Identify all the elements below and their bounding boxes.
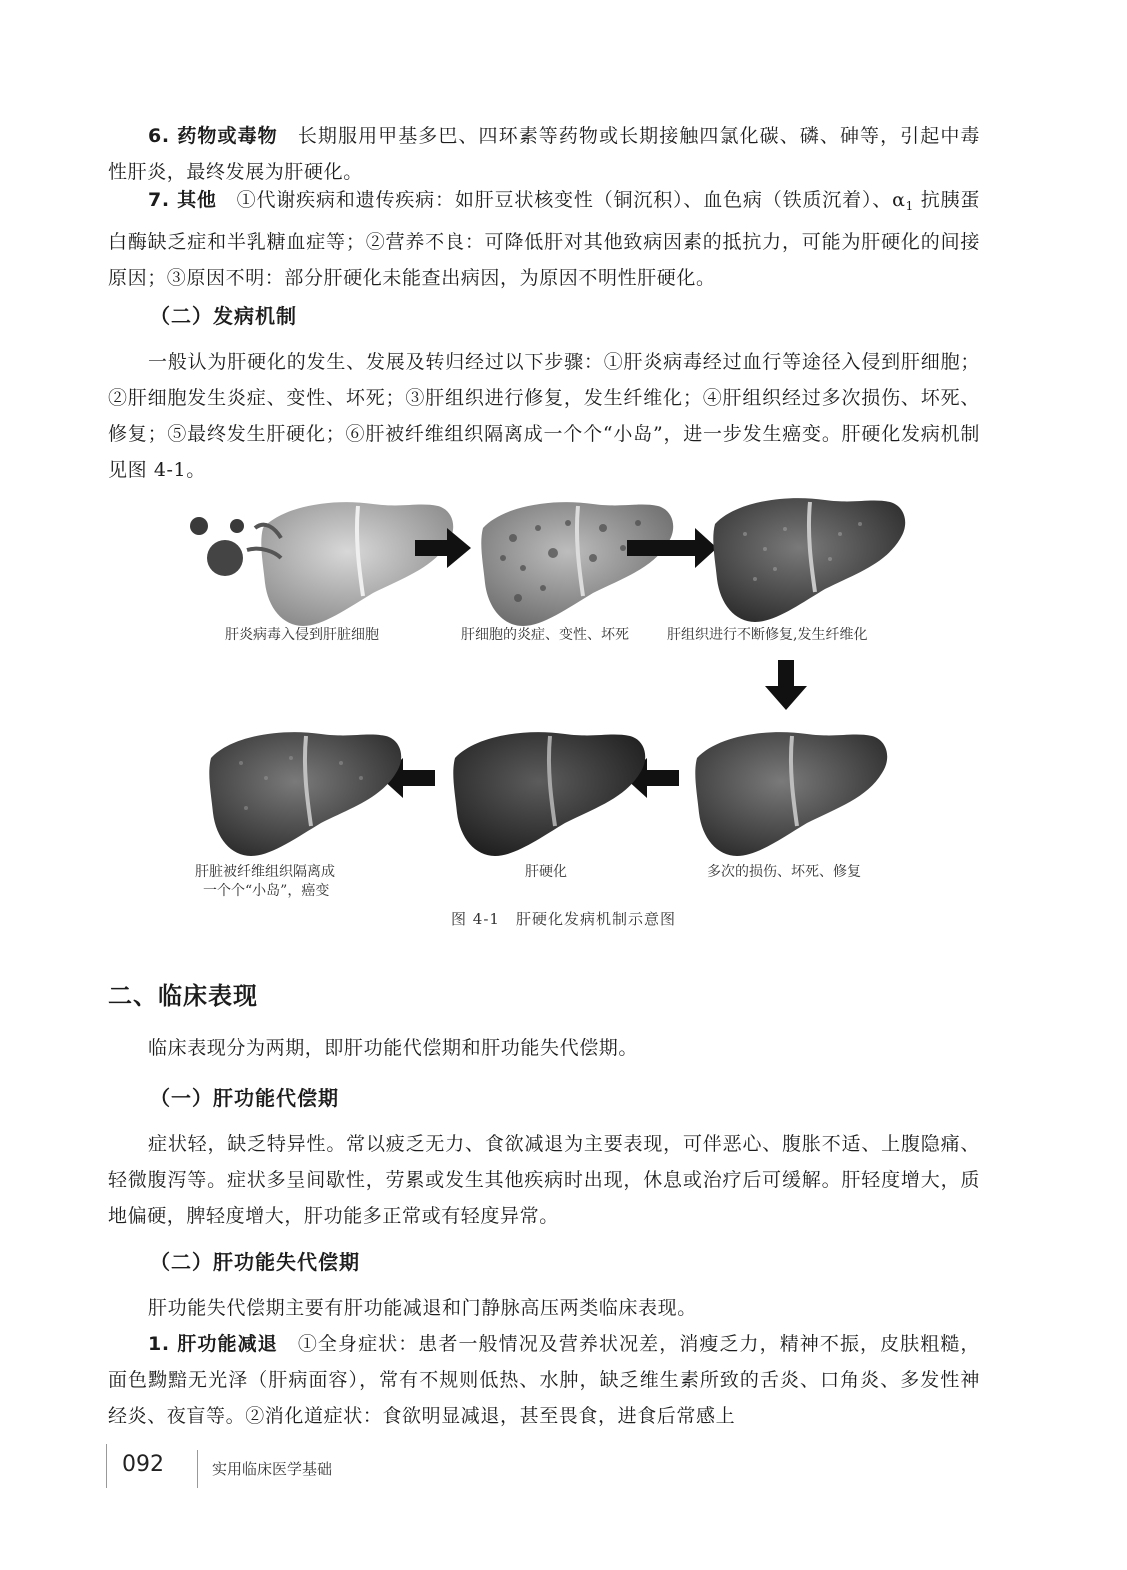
stage2-liver-image	[481, 502, 673, 626]
arrow-down-icon	[765, 660, 807, 710]
cause-7-label: 7. 其他	[148, 189, 217, 211]
stage3-liver-image	[713, 498, 905, 622]
stage5-liver-image	[453, 732, 645, 856]
paragraph-decompensated-intro: 肝功能失代偿期主要有肝功能减退和门静脉高压两类临床表现。	[148, 1297, 697, 1319]
heading-clinical: 二、临床表现	[108, 982, 258, 1010]
footer-divider	[106, 1444, 107, 1488]
paragraph-cause-7	[108, 182, 980, 296]
cause-7-text-a: ①代谢疾病和遗传疾病：如肝豆状核变性（铜沉积）、血色病（铁质沉着）、α	[236, 189, 906, 211]
stage3-label: 肝组织进行不断修复,发生纤维化	[667, 627, 868, 643]
footer-divider	[197, 1450, 198, 1488]
virus-particle-icon	[190, 517, 208, 535]
paragraph-liver-function	[108, 1326, 980, 1434]
figure-caption: 图 4-1 肝硬化发病机制示意图	[451, 910, 676, 928]
heading-compensated: （一）肝功能代偿期	[150, 1086, 339, 1110]
paragraph-cause-6	[108, 118, 980, 190]
stage5-label: 肝硬化	[525, 864, 567, 880]
figure-illustration	[185, 488, 915, 908]
heading-mechanism: （二）发病机制	[150, 304, 297, 328]
paragraph-mechanism: 一般认为肝硬化的发生、发展及转归经过以下步骤：①肝炎病毒经过血行等途径入侵到肝细胞；②肝细胞发生炎症、变性、坏死；③肝组织进行修复，发生纤维化；④肝组织经过多次损伤、坏死、修复；⑤最终发生肝硬化；⑥肝被纤维组织隔离成一个个“小岛”，进一步发生癌变。肝硬化发病机制见图 4-1。	[108, 351, 980, 481]
stage2-label: 肝细胞的炎症、变性、坏死	[461, 627, 629, 643]
alpha-subscript: 1	[905, 199, 914, 213]
page-number: 092	[122, 1452, 164, 1477]
figure-cirrhosis-mechanism	[185, 488, 915, 948]
stage1-liver-image	[190, 502, 453, 626]
cause-6-text: 长期服用甲基多巴、四环素等药物或长期接触四氯化碳、磷、砷等，引起中毒性肝炎，最终发展为肝硬化。	[108, 125, 981, 183]
stage4-label: 多次的损伤、坏死、修复	[707, 864, 861, 880]
liver-function-text: ①全身症状：患者一般情况及营养状况差，消瘦乏力，精神不振，皮肤粗糙，面色黝黯无光泽（肝病面容），常有不规则低热、水肿，缺乏维生素所致的舌炎、口角炎、多发性神经炎、夜盲等。②消化道症状：食欲明显减退，甚至畏食，进食后常感上	[108, 1333, 981, 1427]
cause-6-label: 6. 药物或毒物	[148, 125, 278, 147]
stage6-label-line2: 一个个“小岛”，癌变	[203, 883, 330, 899]
paragraph-compensated: 症状轻，缺乏特异性。常以疲乏无力、食欲减退为主要表现，可伴恶心、腹胀不适、上腹隐痛、轻微腹泻等。症状多呈间歇性，劳累或发生其他疾病时出现，休息或治疗后可缓解。肝轻度增大，质地偏硬，脾轻度增大，肝功能多正常或有轻度异常。	[108, 1133, 980, 1227]
heading-decompensated: （二）肝功能失代偿期	[150, 1250, 360, 1274]
virus-particle-icon	[207, 540, 243, 576]
virus-particle-icon	[230, 519, 244, 533]
book-title: 实用临床医学基础	[212, 1460, 333, 1478]
stage6-liver-image	[209, 732, 401, 856]
stage1-label: 肝炎病毒入侵到肝脏细胞	[225, 627, 379, 643]
paragraph-clinical-intro: 临床表现分为两期，即肝功能代偿期和肝功能失代偿期。	[148, 1037, 639, 1059]
cause-7-text-b: 抗胰蛋白酶缺乏症和半乳糖血症等；②营养不良：可降低肝对其他致病因素的抵抗力，可能为肝硬化的间接原因；③原因不明：部分肝硬化未能查出病因，为原因不明性肝硬化。	[108, 189, 980, 289]
stage6-label-line1: 肝脏被纤维组织隔离成	[195, 864, 335, 880]
liver-function-label: 1. 肝功能减退	[148, 1333, 278, 1355]
stage4-liver-image	[695, 732, 887, 856]
